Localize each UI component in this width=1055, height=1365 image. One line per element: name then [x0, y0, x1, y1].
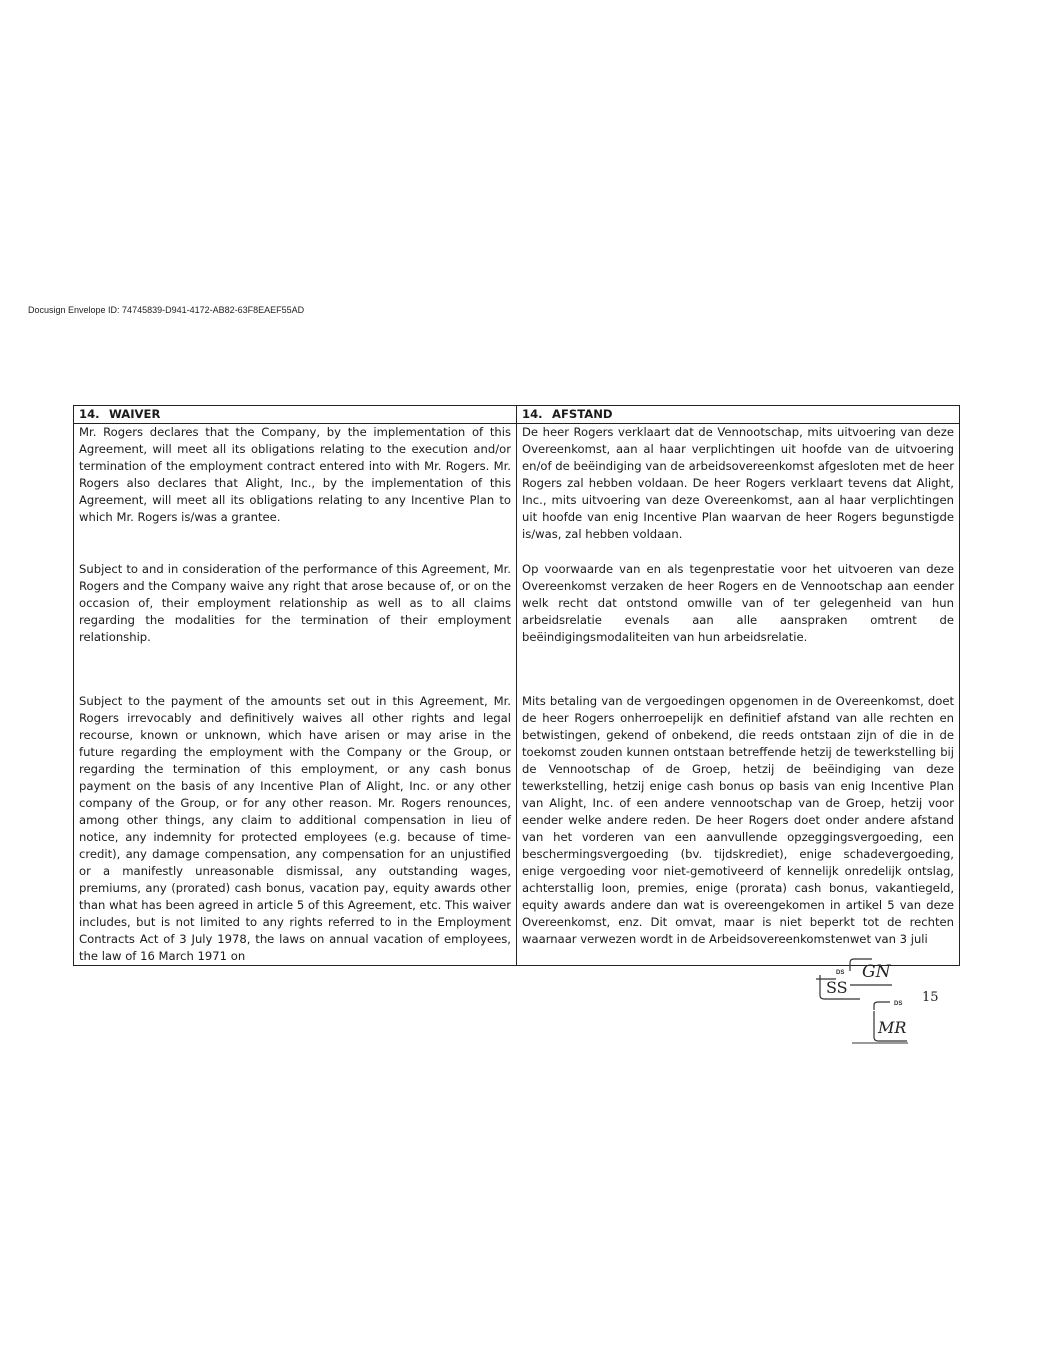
- section-number-en: 14.: [79, 407, 100, 421]
- clause-row: [74, 693, 960, 966]
- section-header-row: [74, 406, 960, 424]
- bilingual-clause-table: [73, 405, 960, 966]
- initial-gn: GN: [862, 962, 891, 982]
- section-title-en: WAIVER: [109, 407, 161, 421]
- clause-text-en: Subject to and in consideration of the performance of this Agreement, Mr. Rogers and the Company waive any right that arose because of, or on the occasion of, their employment relationship as well as to all claims regarding the modalities for the termination of their employment relationship.: [79, 562, 511, 644]
- ds-label: DS: [894, 1001, 903, 1007]
- section-number-nl: 14.: [522, 407, 543, 421]
- handwritten-initials-icon: [812, 955, 922, 1050]
- page-number: 15: [922, 990, 939, 1005]
- clause-text-en: Mr. Rogers declares that the Company, by the implementation of this Agreement, will meet all its obligations relating to the execution and/or termination of the employment contract entered into with Mr. Rogers. Mr. Rogers also declares that Alight, Inc., by the implementation of this Agreement, will meet all its obligations relating to any Incentive Plan to which Mr. Rogers is/was a grantee.: [79, 425, 511, 524]
- section-title-nl: AFSTAND: [552, 407, 613, 421]
- clause-text-nl: Mits betaling van de vergoedingen opgenomen in de Overeenkomst, doet de heer Rogers onherroepelijk en definitief afstand van alle rechten en betwistingen, gekend of onbekend, die reeds ontstaan zijn of die in de toekomst zouden kunnen ontstaan betreffende hetzij de tewerkstelling bij de Vennootschap of de Groep, hetzij de beëindiging van deze tewerkstelling, hetzij enige cash bonus op basis van enig Incentive Plan van Alight, Inc. of een andere vennootschap van de Groep, hetzij voor eender welke andere reden. De heer Rogers doet onder andere afstand van het vorderen van een aanvullende opzeggingsvergoeding, een beschermingsvergoeding (bv. tijdskrediet), enige schadevergoeding, enige vergoeding voor niet-gemotiveerd of kennelijk onredelijk ontslag, achterstallig loon, premies, enige (prorata) cash bonus, vakantiegeld, equity awards andere dan wat is overeengekomen in artikel 5 van deze Overeenkomst, enz. Dit omvat, maar is niet beperkt tot de rechten waarnaar verwezen wordt in de Arbeidsovereenkomstenwet van 3 juli: [522, 694, 954, 946]
- clause-row: [74, 561, 960, 693]
- clause-text-en: Subject to the payment of the amounts set out in this Agreement, Mr. Rogers irrevocably and definitively waives all other rights and legal recourse, known or unknown, which have arisen or may arise in the future regarding the employment with the Company or the Group, or regarding the termination of this employment, or any cash bonus payment on the basis of any Incentive Plan of Alight, Inc. or any other company of the Group, or for any other reason. Mr. Rogers renounces, among other things, any claim to additional compensation in lieu of notice, any indemnity for protected employees (e.g. because of time-credit), any damage compensation, any compensation for an unjustified or a manifestly unreasonable dismissal, any outstanding wages, premiums, any (prorated) cash bonus, vacation pay, equity awards other than what has been agreed in article 5 of this Agreement, etc. This waiver includes, but is not limited to any rights referred to in the Employment Contracts Act of 3 July 1978, the laws on annual vacation of employees, the law of 16 March 1971 on: [79, 694, 511, 963]
- clause-text-nl: Op voorwaarde van en als tegenprestatie voor het uitvoeren van deze Overeenkomst verzaken de heer Rogers en de Vennootschap aan eender welk recht dat ontstond omwille van of ter gelegenheid van hun arbeidsrelatie evenals aan alle aanspraken omtrent de beëindigingsmodaliteiten van hun arbeidsrelatie.: [522, 562, 954, 644]
- docusign-envelope-id: Docusign Envelope ID: 74745839-D941-4172-AB82-63F8EAEF55AD: [28, 305, 305, 315]
- initial-mr: MR: [878, 1018, 907, 1037]
- initial-ss: SS: [826, 978, 848, 997]
- clause-row: [74, 424, 960, 562]
- section-heading-en: [74, 406, 517, 424]
- section-heading-nl: [517, 406, 960, 424]
- clause-text-nl: De heer Rogers verklaart dat de Vennootschap, mits uitvoering van deze Overeenkomst, aan al haar verplichtingen uit hoofde van de uitvoering en/of de beëindiging van de arbeidsovereenkomst afgesloten met de heer Rogers zal hebben voldaan. De heer Rogers verklaart tevens dat Alight, Inc., mits uitvoering van deze Overeenkomst, aan al haar verplichtingen uit hoofde van enig Incentive Plan waarvan de heer Rogers begunstigde is/was, zal hebben voldaan.: [522, 425, 954, 541]
- ds-label: DS: [836, 970, 845, 976]
